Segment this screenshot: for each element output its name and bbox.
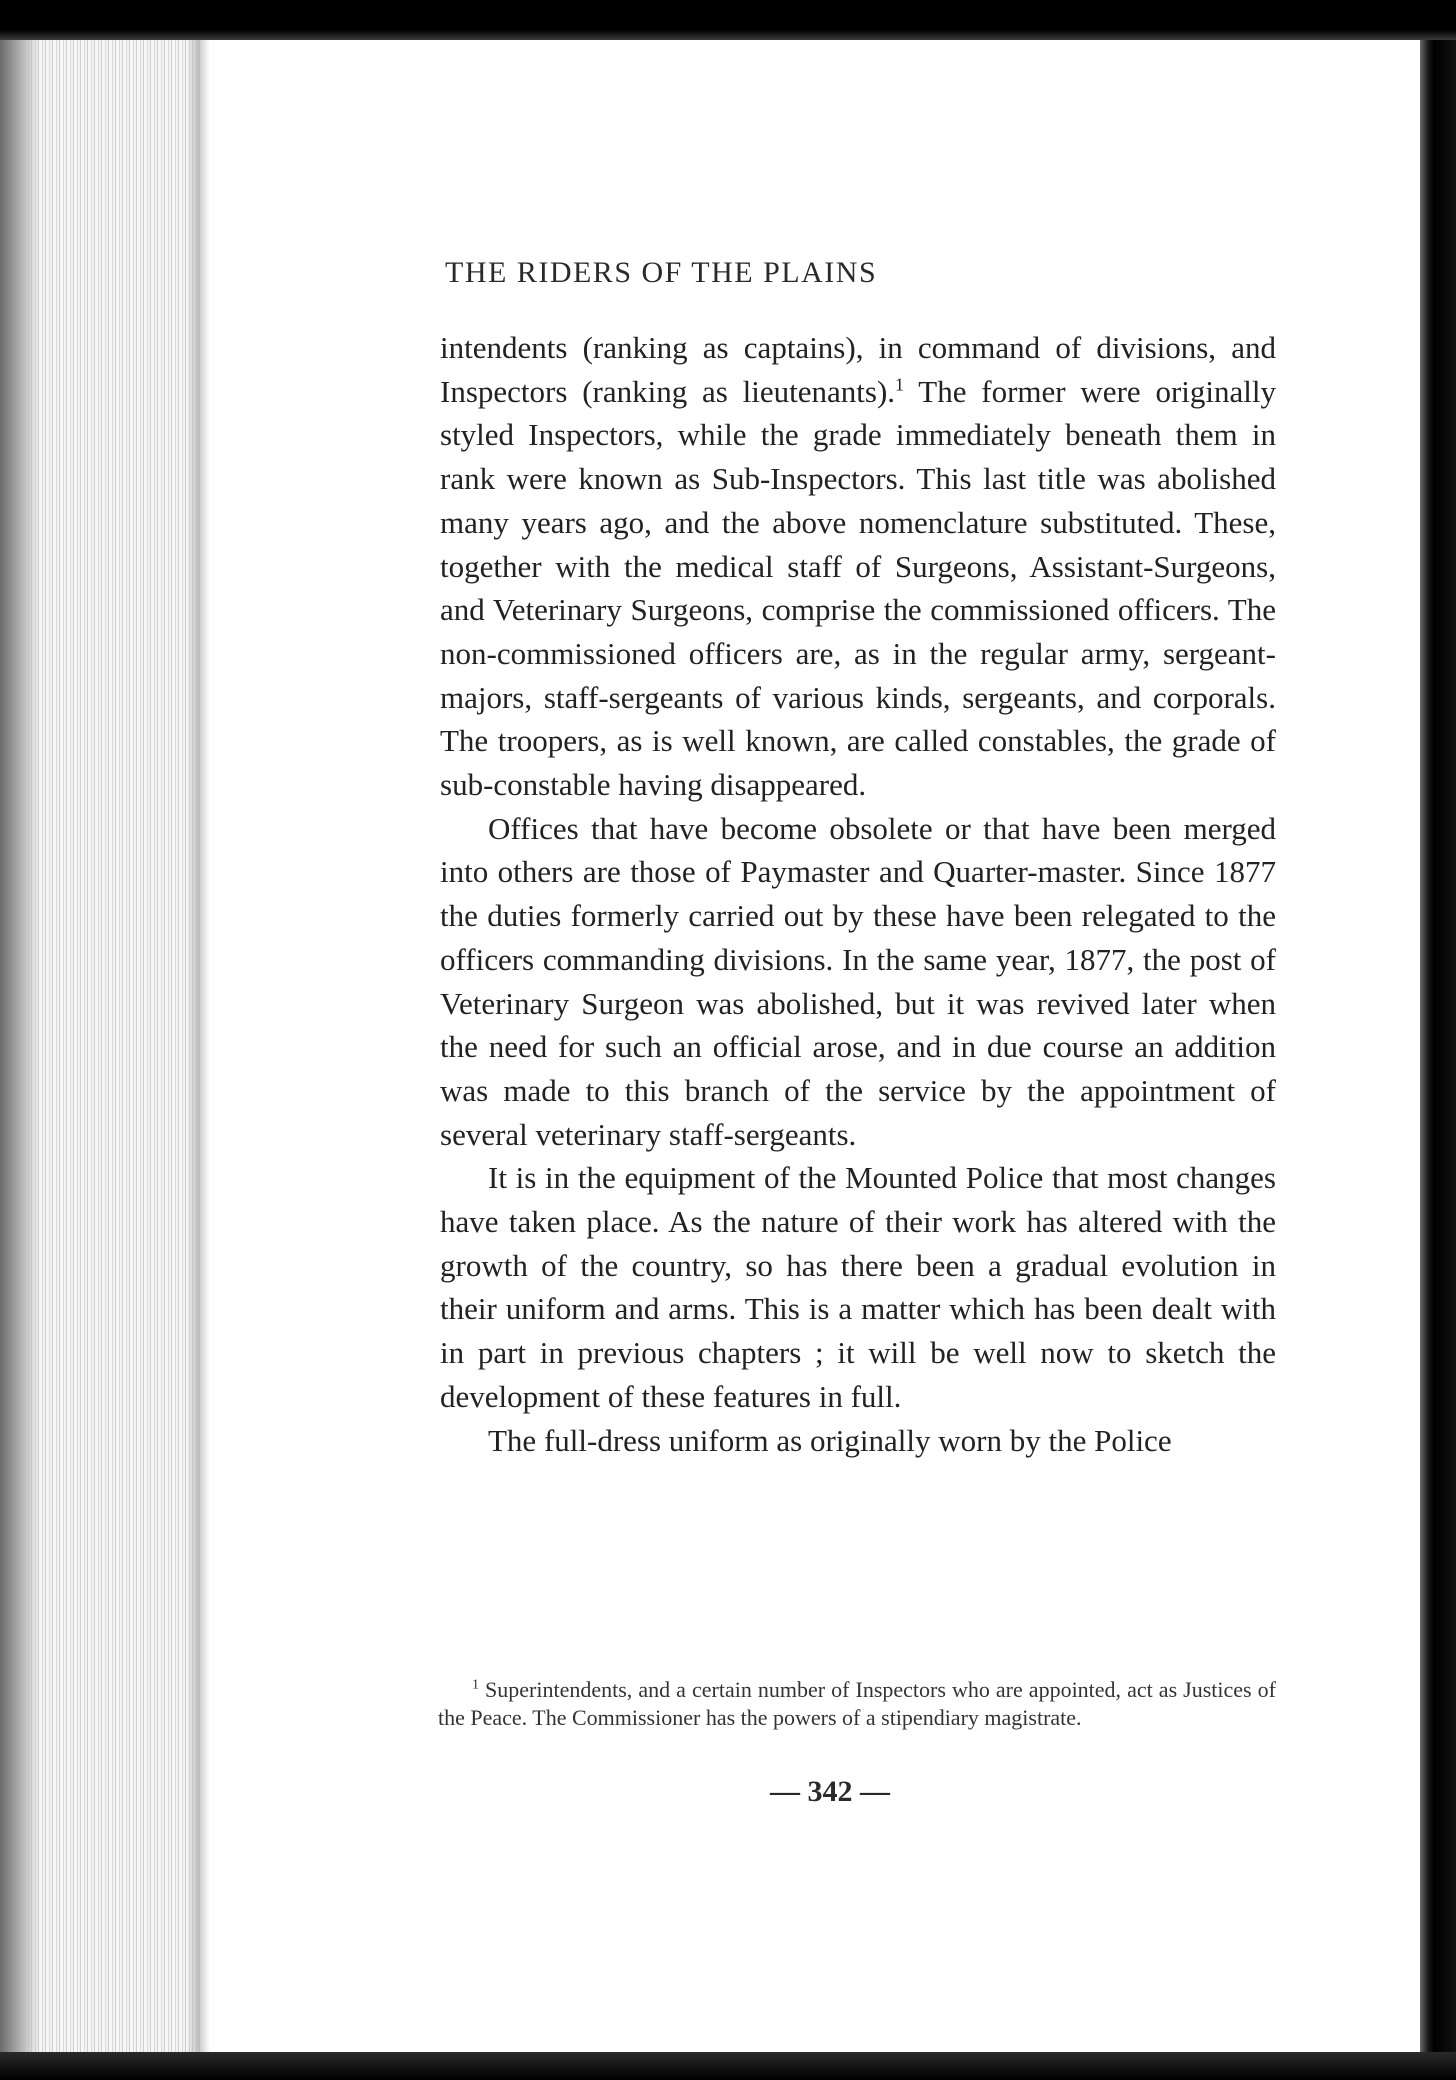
scan-border-bottom (0, 2052, 1456, 2080)
body-text (440, 326, 1276, 1462)
footnote-marker: 1 (472, 1677, 479, 1693)
scan-border-right (1420, 40, 1456, 2052)
footnote-reference[interactable]: 1 (895, 374, 905, 395)
book-page-edges (0, 40, 200, 2052)
paragraph: It is in the equipment of the Mounted Police that most changes have taken place. As the nature of their work has altered with the growth of the country, so has there been a gradual evolution in their uniform and arms. This is a matter which has been dealt with in part in previous chapters ; it will be well now to sketch the development of these features in full. (440, 1160, 1276, 1414)
running-head: THE RIDERS OF THE PLAINS (445, 256, 878, 289)
footnote-text: Superintendents, and a certain number of Inspectors who are appointed, act as Justices of the Peace. The Commissioner has the powers of a stipendiary magistrate. (438, 1677, 1276, 1730)
paragraph: The full-dress uniform as originally worn by the Police (488, 1422, 1172, 1458)
scan-border-top (0, 0, 1456, 40)
paragraph (440, 326, 1276, 807)
paragraph: Offices that have become obsolete or that have been merged into others are those of Paymaster and Quarter-master. Since 1877 the duties formerly carried out by these have been relegated to the officers commanding divisions. In the same year, 1877, the post of Veterinary Surgeon was abolished, but it was revived later when the need for such an official arose, and in due course an addition was made to this branch of the service by the appointment of several veterinary staff-sergeants. (440, 810, 1276, 1152)
page-number: — 342 — (770, 1775, 890, 1808)
footnote (438, 1676, 1276, 1732)
paragraph-text: intendents (ranking as captains), in command of divisions, and Inspectors (ranking as lieutenants). (440, 330, 1276, 409)
paragraph-text: The former were originally styled Inspectors, while the grade immediately beneath them in rank were known as Sub-Inspectors. This last title was abolished many years ago, and the above nomenclature substituted. These, together with the medical staff of Surgeons, Assistant-Surgeons, and Veterinary Surgeons, comprise the commissioned officers. The non-commissioned officers are, as in the regular army, sergeant-majors, staff-sergeants of various kinds, sergeants, and corporals. The troopers, as is well known, are called constables, the grade of sub-constable having disappeared. (440, 373, 1276, 803)
